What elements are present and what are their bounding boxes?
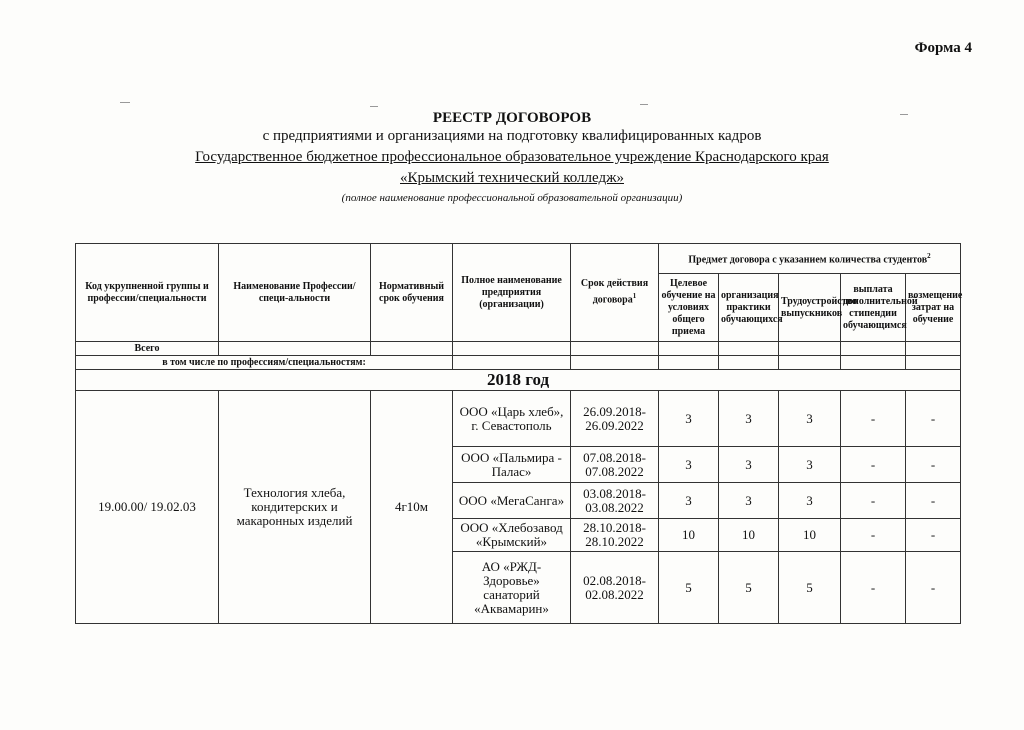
stipend-count: - [841, 391, 906, 447]
form-number-label: Форма 4 [914, 40, 972, 56]
document-subtitle: с предприятиями и организациями на подготовку квалифицированных кадров [262, 128, 762, 144]
scan-artifact [120, 102, 130, 103]
header-validity-text: Срок действия договора [580, 278, 649, 306]
target-training-count: 3 [659, 483, 719, 519]
practice-count: 5 [719, 552, 779, 624]
header-organization: Полное наименование предприятия (организации) [453, 244, 571, 342]
specialty-term: 4г10м [371, 391, 453, 624]
target-training-count: 3 [659, 447, 719, 483]
employment-count: 10 [779, 519, 841, 552]
header-code: Код укрупненной группы и профессии/специальности [76, 244, 219, 342]
cost-reimbursement-count: - [906, 519, 961, 552]
row-label-total: Всего [76, 342, 219, 356]
target-training-count: 10 [659, 519, 719, 552]
cost-reimbursement-count: - [906, 552, 961, 624]
contract-validity: 07.08.2018-07.08.2022 [571, 447, 659, 483]
header-stipend: выплата дополнительной стипендии обучающимся [841, 274, 906, 342]
header-subject-text: Предмет договора с указанием количества студентов [688, 254, 928, 266]
contract-validity: 26.09.2018-26.09.2022 [571, 391, 659, 447]
organization-name: АО «РЖД-Здоровье» санаторий «Аквамарин» [453, 552, 571, 624]
organization-name: ООО «Пальмира - Палас» [453, 447, 571, 483]
cost-reimbursement-count: - [906, 447, 961, 483]
organization-name: ООО «Хлебозавод «Крымский» [453, 519, 571, 552]
practice-count: 3 [719, 483, 779, 519]
organization-name-note: (полное наименование профессиональной образовательной организации) [341, 192, 683, 204]
table-row [76, 391, 961, 447]
header-term: Нормативный срок обучения [371, 244, 453, 342]
employment-count: 3 [779, 483, 841, 519]
year-label: 2018 год [76, 370, 961, 391]
target-training-count: 3 [659, 391, 719, 447]
table-row-including [76, 356, 961, 370]
employment-count: 3 [779, 447, 841, 483]
row-label-including: в том числе по профессиям/специальностям: [76, 356, 453, 370]
scan-artifact [640, 104, 648, 105]
specialty-code: 19.00.00/ 19.02.03 [76, 391, 219, 624]
footnote-1: 1 [632, 292, 637, 301]
header-employment: Трудоустройство выпускников [779, 274, 841, 342]
employment-count: 5 [779, 552, 841, 624]
header-practice: организация практики обучающихся [719, 274, 779, 342]
table-row-total [76, 342, 961, 356]
stipend-count: - [841, 447, 906, 483]
practice-count: 3 [719, 447, 779, 483]
year-row [76, 370, 961, 391]
practice-count: 3 [719, 391, 779, 447]
contract-validity: 02.08.2018-02.08.2022 [571, 552, 659, 624]
header-subject [659, 244, 961, 274]
contracts-register-table [75, 243, 961, 624]
organization-name: ООО «Царь хлеб», г. Севастополь [453, 391, 571, 447]
document-title: РЕЕСТР ДОГОВОРОВ [432, 110, 592, 126]
stipend-count: - [841, 552, 906, 624]
organization-name: ООО «МегаСанга» [453, 483, 571, 519]
target-training-count: 5 [659, 552, 719, 624]
organization-name-line1: Государственное бюджетное профессиональное образовательное учреждение Краснодарского края [195, 149, 829, 165]
stipend-count: - [841, 483, 906, 519]
footnote-2: 2 [927, 252, 931, 261]
stipend-count: - [841, 519, 906, 552]
specialty-name: Технология хлеба, кондитерских и макаронных изделий [219, 391, 371, 624]
employment-count: 3 [779, 391, 841, 447]
contract-validity: 28.10.2018-28.10.2022 [571, 519, 659, 552]
header-name: Наименование Профессии/специ-альности [219, 244, 371, 342]
header-target-training: Целевое обучение на условиях общего приема [659, 274, 719, 342]
scan-artifact [370, 106, 378, 107]
header-validity [571, 244, 659, 342]
header-cost-reimbursement: возмещение затрат на обучение [906, 274, 961, 342]
cost-reimbursement-count: - [906, 483, 961, 519]
practice-count: 10 [719, 519, 779, 552]
organization-name-line2: «Крымский технический колледж» [400, 170, 624, 186]
contract-validity: 03.08.2018-03.08.2022 [571, 483, 659, 519]
cost-reimbursement-count: - [906, 391, 961, 447]
